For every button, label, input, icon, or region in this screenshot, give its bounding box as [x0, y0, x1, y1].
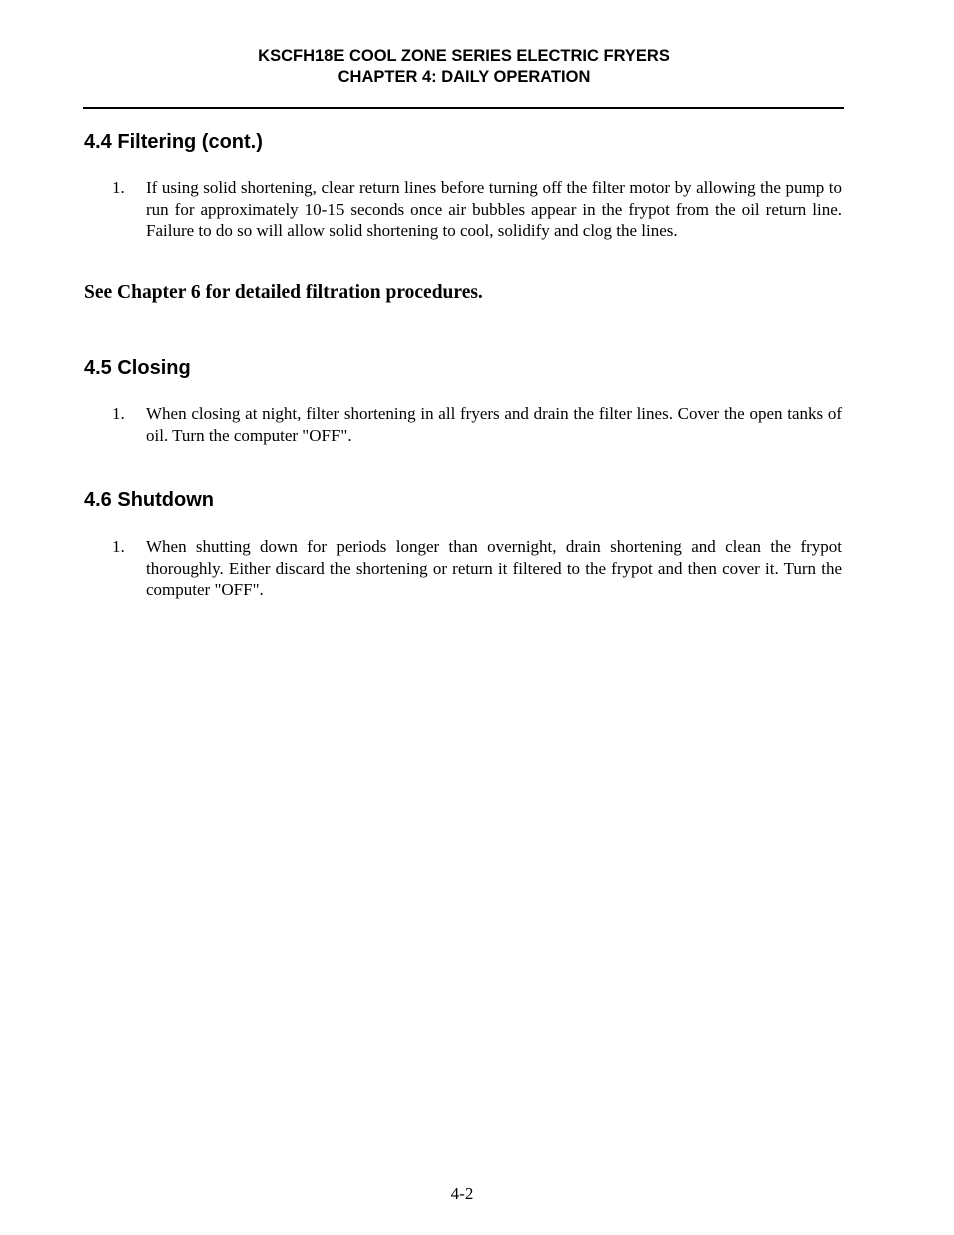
list-item-number: 1.	[112, 404, 125, 423]
list-item-text: When shutting down for periods longer than overnight, drain shortening and clean the frypot thoroughly. Either discard the shortening or return it filtered to the frypot and then cover it. Turn the computer "OFF".	[146, 537, 842, 600]
section-heading-filtering: 4.4 Filtering (cont.)	[84, 131, 263, 153]
list-item-number: 1.	[112, 537, 125, 556]
header-chapter: CHAPTER 4: DAILY OPERATION	[337, 68, 591, 86]
filtration-note: See Chapter 6 for detailed filtration procedures.	[84, 282, 483, 303]
page-number: 4-2	[450, 1184, 474, 1203]
section-heading-shutdown: 4.6 Shutdown	[84, 489, 214, 511]
list-item	[112, 403, 842, 446]
list-item	[112, 536, 842, 601]
list-item-text: If using solid shortening, clear return lines before turning off the filter motor by allowing the pump to run for approximately 10-15 seconds once air bubbles appear in the frypot from the oil return line. Failure to do so will allow solid shortening to cool, solidify and clog the lines.	[146, 178, 842, 241]
header-divider	[83, 107, 844, 109]
list-item-text: When closing at night, filter shortening in all fryers and drain the filter lines. Cover the open tanks of oil. Turn the computer "OFF".	[146, 404, 842, 445]
page-header	[84, 46, 844, 88]
list-item-number: 1.	[112, 178, 125, 197]
section-heading-closing: 4.5 Closing	[84, 357, 191, 379]
list-item	[112, 177, 842, 242]
header-title: KSCFH18E COOL ZONE SERIES ELECTRIC FRYERS	[258, 47, 670, 65]
